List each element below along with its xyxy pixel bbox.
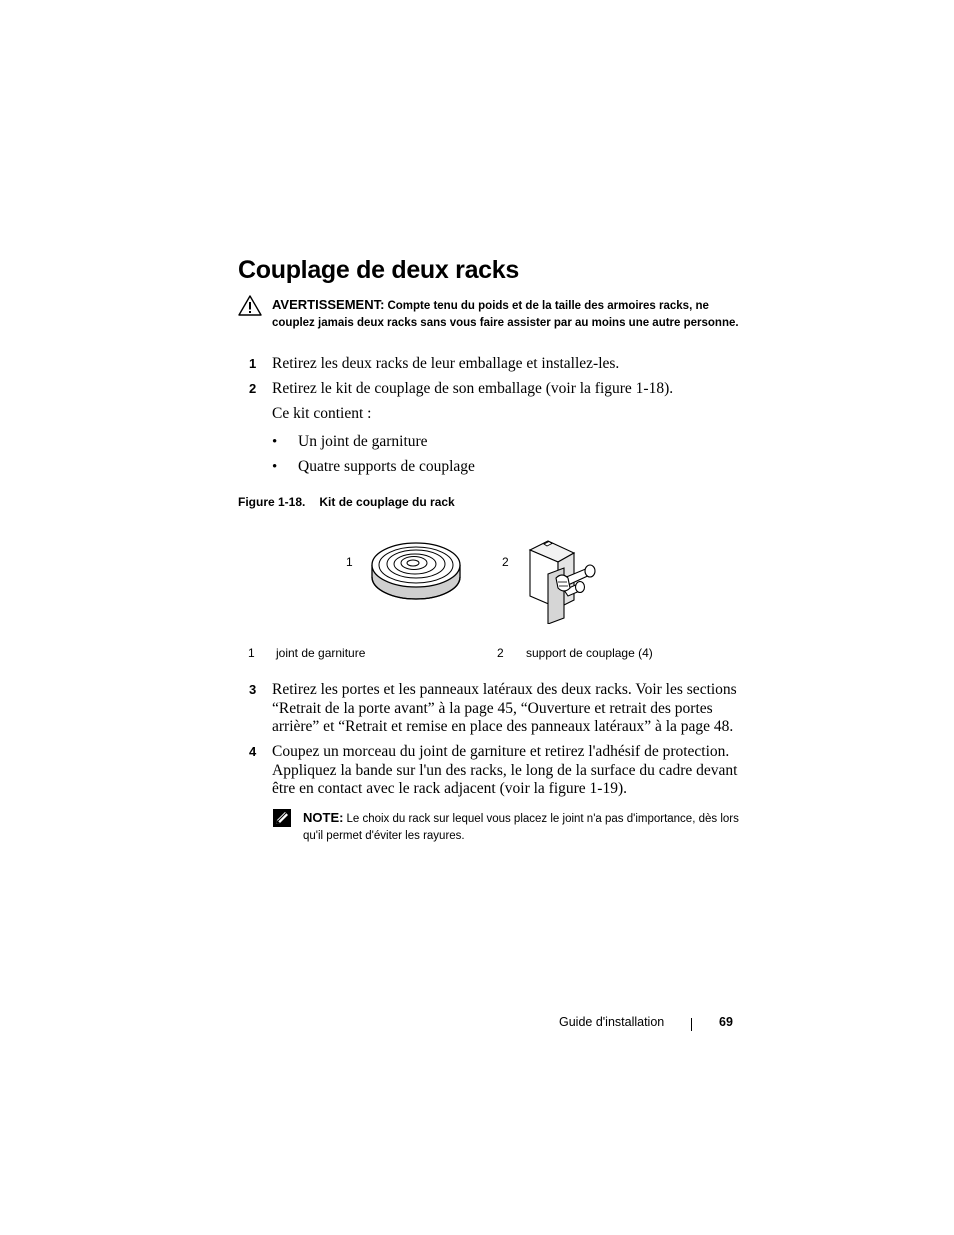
bullet-item: Un joint de garniture [298,433,428,450]
figure-title: Kit de couplage du rack [319,495,455,509]
bullet-dot: • [272,459,278,475]
kit-intro: Ce kit contient : [272,405,372,422]
step-text: Coupez un morceau du joint de garniture et retirez l'adhésif de protection. Appliquez la bande sur l'un des racks, le long de la surface du cadre devant être en contact avec le rack adjacent (voir la figure 1-19). [272,743,738,797]
page-title: Couplage de deux racks [238,256,519,284]
figure-callout: 1 [346,555,353,569]
footer-separator [691,1018,692,1031]
step-number: 2 [249,381,257,396]
gasket-roll-icon [368,533,464,603]
page-number: 69 [719,1015,733,1029]
step-number: 3 [249,682,257,697]
note-label: NOTE: [303,810,344,825]
legend-number: 2 [497,646,504,660]
legend-text: support de couplage (4) [526,646,653,660]
step-text: Retirez les portes et les panneaux latéraux des deux racks. Voir les sections “Retrait de la porte avant” à la page 45, “Ouverture et retrait des portes arrière” et “Retrait et remise en place des panneaux latéraux” à la page 48. [272,681,737,735]
warning-block [272,296,742,332]
step-number: 4 [249,744,257,759]
figure-caption [238,495,455,509]
footer-guide-title: Guide d'installation [559,1015,665,1029]
bullet-dot: • [272,434,278,450]
step-text: Retirez le kit de couplage de son emballage (voir la figure 1-18). [272,380,674,397]
bullet-item: Quatre supports de couplage [298,458,475,475]
legend-number: 1 [248,646,255,660]
figure-callout: 2 [502,555,509,569]
warning-label: AVERTISSEMENT: [272,297,385,312]
note-pencil-icon [272,808,292,828]
warning-text: Compte tenu du poids et de la taille des armoires racks, ne couplez jamais deux racks sans vous faire assister par au moins une autre personne. [272,300,739,329]
step-text: Retirez les deux racks de leur emballage et installez-les. [272,355,620,372]
legend-text: joint de garniture [276,646,366,660]
step-number: 1 [249,356,257,371]
note-text: Le choix du rack sur lequel vous placez le joint n'a pas d'importance, dès lors qu'il permet d'éviter les rayures. [303,813,739,842]
warning-triangle-icon [238,295,262,316]
coupling-bracket-icon [518,538,604,624]
figure-label: Figure 1-18. [238,495,306,509]
note-block [303,809,743,845]
